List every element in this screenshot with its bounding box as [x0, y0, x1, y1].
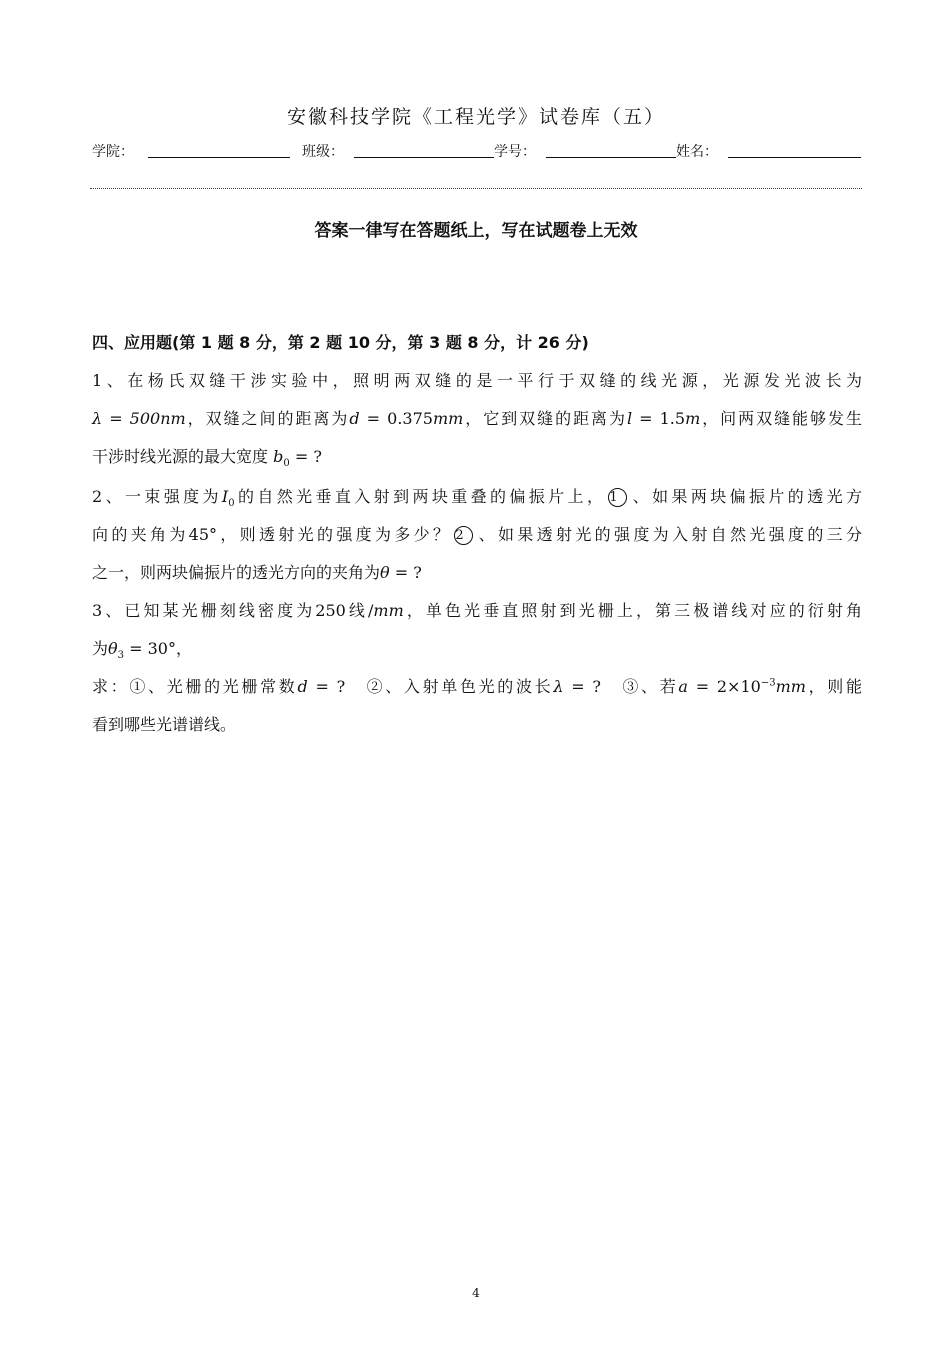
student-info-row — [92, 141, 862, 163]
answer-notice: 答案一律写在答题纸上，写在试题卷上无效 — [314, 221, 638, 241]
student-id-blank — [546, 157, 676, 158]
college-blank — [148, 157, 290, 158]
q3-line-4: 看到哪些光谱谱线。 — [92, 715, 237, 734]
q2-question: = ? — [389, 563, 422, 582]
var-theta: θ — [380, 563, 390, 582]
subscript-3: 3 — [117, 650, 125, 662]
q3-text: = ? ③、若 — [563, 677, 679, 696]
q3-line-2 — [92, 636, 862, 674]
q2-line-2 — [92, 522, 862, 560]
q1-value: = 1.5 — [632, 409, 686, 428]
circled-2-icon: 2 — [454, 526, 473, 545]
circled-1-icon: 1 — [608, 488, 627, 507]
q2-text: 向的夹角为45°，则透射光的强度为多少？ — [92, 525, 453, 544]
section-heading: 四、应用题(第 1 题 8 分，第 2 题 10 分，第 3 题 8 分，计 26 分) — [92, 333, 589, 352]
var-theta: θ — [108, 639, 118, 658]
q1-text: ，问两双缝能够发生 — [700, 409, 862, 428]
q1-text: ，双缝之间的距离为 — [185, 409, 350, 428]
q1-line-2 — [92, 406, 862, 444]
student-id-label: 学号： — [494, 144, 536, 160]
q2-line-3 — [92, 560, 862, 598]
q3-text: ，则能 — [805, 677, 862, 696]
q3-text: = ? ②、入射单色光的波长 — [307, 677, 554, 696]
q3-text: ，单色光垂直照射到光栅上，第三极谱线对应的衍射角 — [403, 601, 862, 620]
subscript-0: 0 — [283, 458, 290, 470]
unit-mm: mm — [432, 409, 464, 428]
name-blank — [728, 157, 861, 158]
q3-text: 3、已知某光栅刻线密度为250线/ — [92, 601, 374, 620]
q3-text: 求：①、光栅的光栅常数 — [92, 677, 298, 696]
var-d: d — [349, 409, 360, 428]
lambda-symbol: λ = 500 — [92, 409, 161, 428]
var-b: b — [273, 447, 284, 466]
q1-value: = 0.375 — [359, 409, 433, 428]
q3-value: = 2×10 — [687, 677, 761, 696]
unit-nm: nm — [160, 409, 186, 428]
var-l: l — [626, 409, 633, 428]
q2-text: 、如果透射光的强度为入射自然光强度的三分 — [475, 525, 862, 544]
var-I: I — [221, 487, 229, 506]
subscript-0: 0 — [228, 498, 235, 510]
q3-value: = 30°， — [124, 639, 192, 658]
q1-line-3 — [92, 444, 862, 482]
q2-text: 2、一束强度为 — [92, 487, 222, 506]
dotted-divider — [90, 188, 862, 189]
unit-m: m — [685, 409, 701, 428]
q2-line-1 — [92, 484, 862, 522]
q2-text: 的自然光垂直入射到两块重叠的偏振片上， — [234, 487, 607, 506]
unit-mm: mm — [373, 601, 404, 620]
name-label: 姓名： — [676, 144, 718, 160]
lambda-symbol: λ — [553, 677, 564, 696]
q3-line-3 — [92, 674, 862, 712]
page-number: 4 — [472, 1286, 480, 1300]
unit-mm: mm — [775, 677, 806, 696]
q1-question: = ? — [289, 447, 322, 466]
exponent: −3 — [760, 677, 776, 689]
var-d: d — [297, 677, 308, 696]
var-a: a — [678, 677, 688, 696]
class-blank — [354, 157, 494, 158]
q1-text: 干涉时线光源的最大宽度 — [92, 447, 269, 466]
class-label: 班级： — [302, 144, 344, 160]
q3-line-1 — [92, 598, 862, 636]
q2-text: 、如果两块偏振片的透光方 — [629, 487, 862, 506]
college-label: 学院： — [92, 144, 134, 160]
q3-text: 为 — [92, 639, 109, 658]
q2-text: 之一，则两块偏振片的透光方向的夹角为 — [92, 563, 381, 582]
q1-line-1: 1、在杨氏双缝干涉实验中，照明两双缝的是一平行于双缝的线光源，光源发光波长为 — [92, 371, 862, 390]
exam-title: 安徽科技学院《工程光学》试卷库（五） — [286, 106, 665, 128]
q1-text: ，它到双缝的距离为 — [463, 409, 627, 428]
